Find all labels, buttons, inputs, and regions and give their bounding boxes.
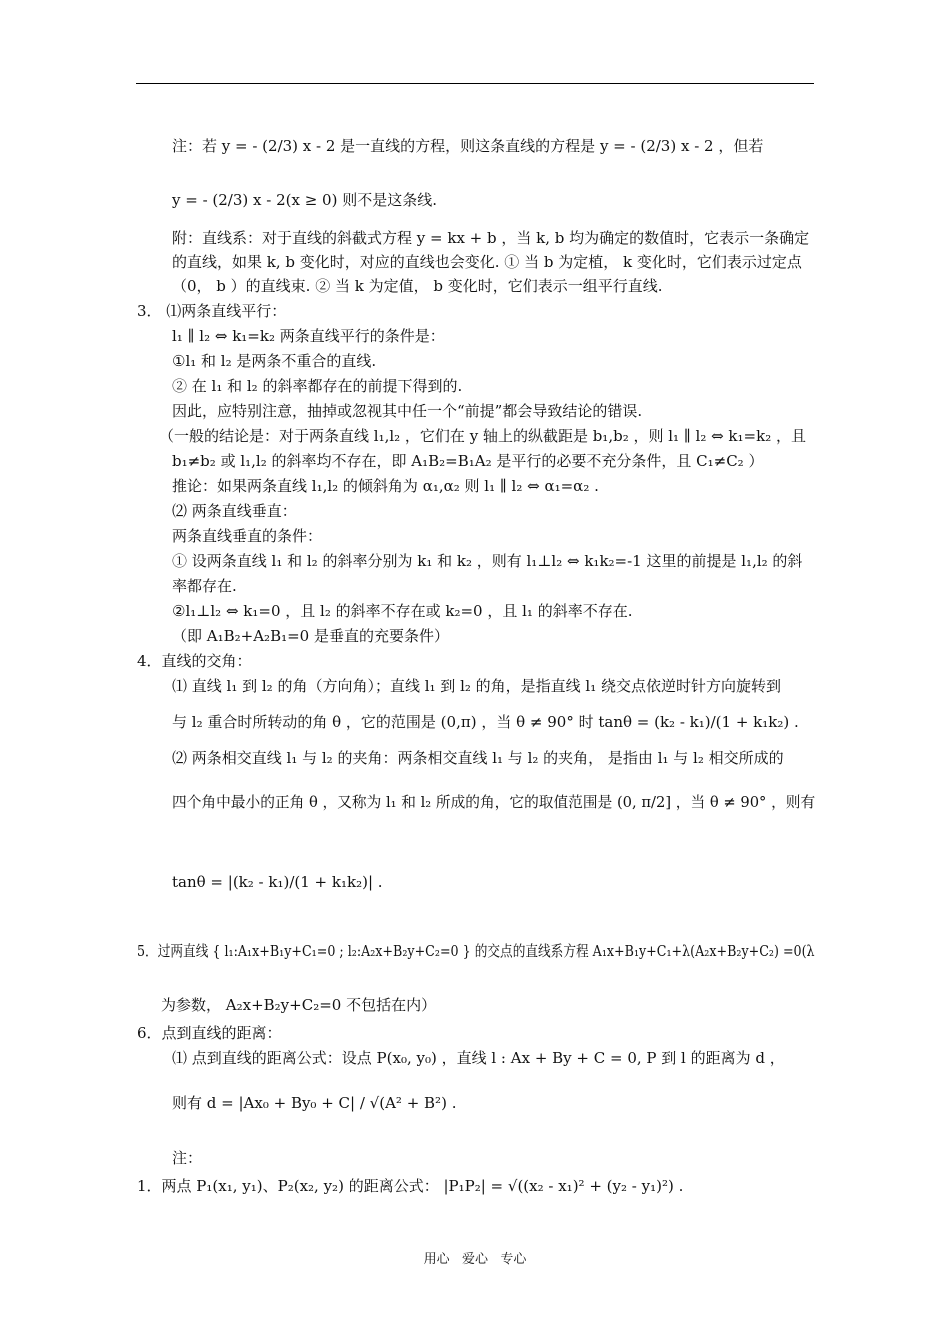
text-line: 注： — [172, 1149, 203, 1167]
text-line: 1．两点 P₁(x₁, y₁)、P₂(x₂, y₂) 的距离公式： |P₁P₂| = √((x₂ - x₁)² + (y₂ - y₁)²) . — [137, 1177, 684, 1195]
text-line: ② 在 l₁ 和 l₂ 的斜率都存在的前提下得到的. — [172, 377, 463, 395]
text-line: 四个角中最小的正角 θ ，又称为 l₁ 和 l₂ 所成的角，它的取值范围是 (0, π/2] ，当 θ ≠ 90° ，则有 — [172, 793, 816, 811]
text-line: l₁ ∥ l₂ ⇔ k₁=k₂ 两条直线平行的条件是： — [172, 327, 445, 345]
text-line: tanθ = |(k₂ - k₁)/(1 + k₁k₂)| . — [172, 873, 383, 891]
text-line: ②l₁⊥l₂ ⇔ k₁=0 ，且 l₂ 的斜率不存在或 k₂=0 ，且 l₁ 的斜率不存在. — [172, 602, 633, 620]
header-rule — [136, 83, 814, 84]
text-line: 因此，应特别注意，抽掉或忽视其中任一个“前提”都会导致结论的错误. — [172, 402, 643, 420]
text-line: 推论：如果两条直线 l₁,l₂ 的倾斜角为 α₁,α₂ 则 l₁ ∥ l₂ ⇔ α₁=α₂ . — [172, 477, 599, 495]
text-line: （0， b ）的直线束. ② 当 k 为定值， b 变化时，它们表示一组平行直线. — [172, 277, 663, 295]
text-line: 为参数， A₂x+B₂y+C₂=0 不包括在内） — [161, 996, 437, 1014]
text-line: 则有 d = |Ax₀ + By₀ + C| / √(A² + B²) . — [172, 1094, 457, 1112]
text-line: 两条直线垂直的条件： — [172, 527, 323, 545]
page-footer: 用心 爱心 专心 — [423, 1252, 527, 1267]
text-line: 4．直线的交角： — [137, 652, 252, 670]
text-line: 与 l₂ 重合时所转动的角 θ ，它的范围是 (0,π) ，当 θ ≠ 90° 时 tanθ = (k₂ - k₁)/(1 + k₁k₂) . — [172, 713, 799, 731]
text-line: ⑵ 两条直线垂直： — [172, 502, 297, 520]
text-line: ⑵ 两条相交直线 l₁ 与 l₂ 的夹角：两条相交直线 l₁ 与 l₂ 的夹角， 是指由 l₁ 与 l₂ 相交所成的 — [172, 749, 784, 767]
text-line: ⑴ 直线 l₁ 到 l₂ 的角（方向角）；直线 l₁ 到 l₂ 的角，是指直线 l₁ 绕交点依逆时针方向旋转到 — [172, 677, 782, 695]
text-line: 3． ⑴两条直线平行： — [137, 302, 287, 320]
text-line: 注：若 y = - (2/3) x - 2 是一直线的方程，则这条直线的方程是 y = - (2/3) x - 2 ，但若 — [172, 137, 764, 155]
text-line: 5．过两直线 { l₁:A₁x+B₁y+C₁=0 ; l₂:A₂x+B₂y+C₂=0 } 的交点的直线系方程 A₁x+B₁y+C₁+λ(A₂x+B₂y+C₂) =0(λ — [137, 942, 815, 960]
text-line: 率都存在. — [172, 577, 237, 595]
text-line: ① 设两条直线 l₁ 和 l₂ 的斜率分别为 k₁ 和 k₂ ，则有 l₁⊥l₂ ⇔ k₁k₂=-1 这里的前提是 l₁,l₂ 的斜 — [172, 552, 803, 570]
text-line: b₁≠b₂ 或 l₁,l₂ 的斜率均不存在，即 A₁B₂=B₁A₂ 是平行的必要不充分条件，且 C₁≠C₂ ） — [172, 452, 764, 470]
text-line: y = - (2/3) x - 2(x ≥ 0) 则不是这条线. — [172, 191, 437, 209]
text-line: （一般的结论是：对于两条直线 l₁,l₂ ，它们在 y 轴上的纵截距是 b₁,b₂ ，则 l₁ ∥ l₂ ⇔ k₁=k₂ ，且 — [159, 427, 806, 445]
text-line: 6．点到直线的距离： — [137, 1024, 282, 1042]
text-line: ⑴ 点到直线的距离公式：设点 P(x₀, y₀) ，直线 l : Ax + By + C = 0, P 到 l 的距离为 d ， — [172, 1049, 785, 1067]
text-line: 附：直线系：对于直线的斜截式方程 y = kx + b ，当 k, b 均为确定的数值时，它表示一条确定 — [172, 229, 810, 247]
text-line: ①l₁ 和 l₂ 是两条不重合的直线. — [172, 352, 377, 370]
text-line: 的直线，如果 k, b 变化时，对应的直线也会变化. ① 当 b 为定植， k 变化时，它们表示过定点 — [172, 253, 802, 271]
text-line: （即 A₁B₂+A₂B₁=0 是垂直的充要条件） — [172, 627, 449, 645]
